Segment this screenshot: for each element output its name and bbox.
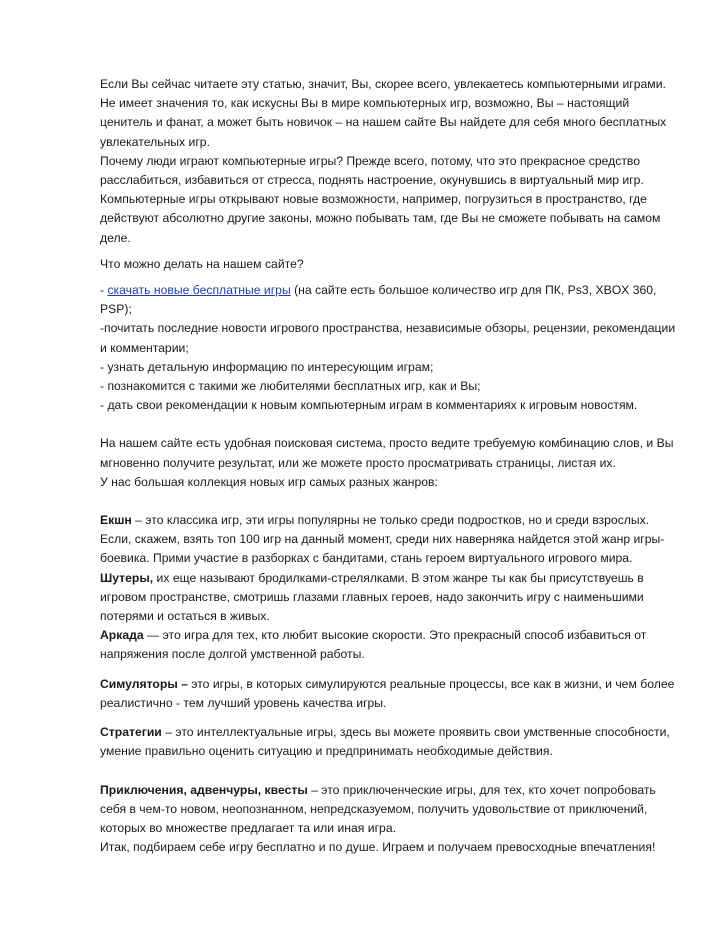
feature-item-info: - узнать детальную информацию по интересующим играм; (100, 359, 434, 374)
feature-item-suffix: (на сайте есть большое количество игр для ПК, Ps3, XBOX 360, PSP); (100, 283, 657, 317)
download-games-link[interactable]: скачать новые бесплатные игры (107, 283, 291, 298)
genre-action (100, 511, 680, 569)
genre-strategy (100, 723, 680, 761)
feature-item-community: - познакомится с такими же любителями бесплатных игр, как и Вы; (100, 379, 481, 394)
genre-action-text: – это классика игр, эти игры популярны не только среди подростков, но и среди взрослых. Если, скажем, взять топ 100 игр на данный момент, среди них наверняка найдется этой жанр игры-боевика. Прими участие в разборках с бандитами, стань героем виртуального игрового мира. (100, 513, 665, 566)
opportunities-paragraph: Компьютерные игры открывают новые возможности, например, погрузиться в пространство, где действуют абсолютно другие законы, можно побывать там, где Вы не сможете побывать на самом деле. (100, 192, 661, 245)
intro-paragraph: Если Вы сейчас читаете эту статью, значит, Вы, скорее всего, увлекаетесь компьютерными играми. Не имеет значения то, как искусны Вы в мире компьютерных игр, возможно, Вы – настоящий ценитель и фанат, а может быть новичок – на нашем сайте Вы найдете для себя много бесплатных увлекательных игр. (100, 77, 667, 149)
feature-item-recommend: - дать свои рекомендации к новым компьютерным играм в комментариях к игровым новостям. (100, 398, 638, 413)
closing-paragraph: Итак, подбираем себе игру бесплатно и по душе. Играем и получаем превосходные впечатления! (100, 840, 656, 855)
genre-arcade (100, 626, 680, 664)
features-heading: Что можно делать на нашем сайте? (100, 256, 304, 271)
feature-item-download (100, 281, 680, 319)
genre-adventure (100, 781, 680, 839)
genre-arcade-name: Аркада (100, 628, 144, 643)
genre-adventure-text: – это приключенческие игры, для тех, кто хочет попробовать себя в чем-то новом, неопознанном, непредсказуемом, получить удовольствие от приключений, которых во множестве предлагает та или иная игра. (100, 782, 656, 835)
genre-adventure-name: Приключения, адвенчуры, квесты (100, 782, 308, 797)
genre-strategy-text: – это интеллектуальные игры, здесь вы можете проявить свои умственные способности, умение правильно оценить ситуацию и предпринимать необходимые действия. (100, 725, 670, 759)
genre-simulators (100, 675, 680, 713)
genre-shooters-text: их еще называют бродилками-стрелялками. В этом жанре ты как бы присутствуешь в игровом пространстве, смотришь глазами главных героев, надо закончить игру с наименьшими потерями и остаться в живых. (100, 570, 644, 624)
feature-item-prefix: - (100, 283, 108, 298)
genre-action-name: Екшн (100, 513, 132, 528)
feature-item-news: -почитать последние новости игрового пространства, независимые обзоры, рецензии, рекомендации и комментарии; (100, 321, 676, 355)
genre-simulators-name: Симуляторы – (100, 676, 188, 691)
why-play-paragraph: Почему люди играют компьютерные игры? Прежде всего, потому, что это прекрасное средство расслабиться, избавиться от стресса, поднять настроение, окунувшись в виртуальный мир игр. (100, 153, 644, 188)
search-paragraph: На нашем сайте есть удобная поисковая система, просто ведите требуемую комбинацию слов, и Вы мгновенно получите результат, или же можете просто просматривать страницы, листая их. (100, 436, 674, 470)
genre-simulators-text: это игры, в которых симулируются реальные процессы, все как в жизни, и чем более реалистично - тем лучший уровень качества игры. (100, 676, 675, 710)
genre-shooters-name: Шутеры, (100, 570, 154, 585)
genre-strategy-name: Стратегии (100, 725, 162, 740)
collection-paragraph: У нас большая коллекция новых игр самых разных жанров: (100, 474, 438, 489)
genre-shooters (100, 569, 680, 627)
document-page (100, 75, 680, 857)
genre-arcade-text: — это игра для тех, кто любит высокие скорости. Это прекрасный способ избавиться от напряжения после долгой умственной работы. (100, 628, 647, 662)
